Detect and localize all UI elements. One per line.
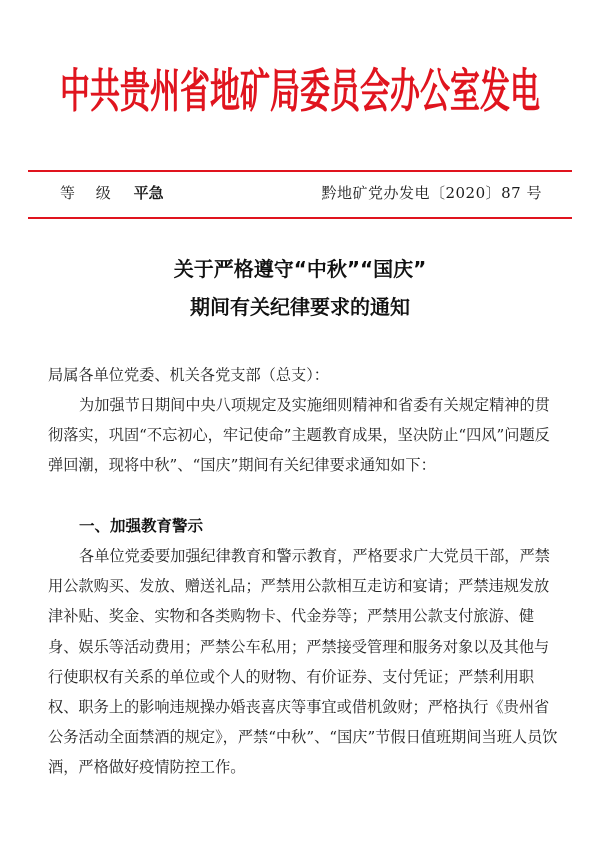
- red-divider-bottom: [28, 217, 572, 219]
- salutation: 局属各单位党委、机关各党支部（总支）：: [48, 366, 329, 384]
- grade-label: 等 级: [60, 184, 119, 202]
- document-meta-row: [60, 181, 542, 205]
- notice-title-line-2: 期间有关纪律要求的通知: [190, 295, 410, 319]
- notice-title-line-1: 关于严格遵守“中秋”“国庆”: [173, 257, 427, 281]
- agency-masthead: 中共贵州省地矿局委员会办公室发电: [60, 65, 540, 120]
- grade-block: [60, 181, 164, 205]
- document-number: 黔地矿党办发电〔2020〕87 号: [321, 184, 542, 202]
- intro-paragraph: 为加强节日期间中央八项规定及实施细则精神和省委有关规定精神的贯彻落实，巩固“不忘初心，牢记使命”主题教育成果，坚决防止“四风”问题反弹回潮，现将中秋”、“国庆”期间有关纪律要求通知如下：: [48, 396, 550, 475]
- section-1-paragraph: 各单位党委要加强纪律教育和警示教育，严格要求广大党员干部，严禁用公款购买、发放、赠送礼品；严禁用公款相互走访和宴请；严禁违规发放津补贴、奖金、实物和各类购物卡、代金券等；严禁用公款支付旅游、健身、娱乐等活动费用；严禁公车私用；严禁接受管理和服务对象以及其他与行使职权有关系的单位或个人的财物、有价证券、支付凭证；严禁利用职权、职务上的影响违规操办婚丧喜庆等事宜或借机敛财；严格执行《贵州省公务活动全面禁酒的规定》，严禁“中秋”、“国庆”节假日值班期间当班人员饮酒，严格做好疫情防控工作。: [48, 547, 558, 777]
- grade-value: 平急: [133, 184, 164, 202]
- section-heading-1: 一、加强教育警示: [79, 517, 204, 535]
- red-divider-top: [28, 170, 572, 172]
